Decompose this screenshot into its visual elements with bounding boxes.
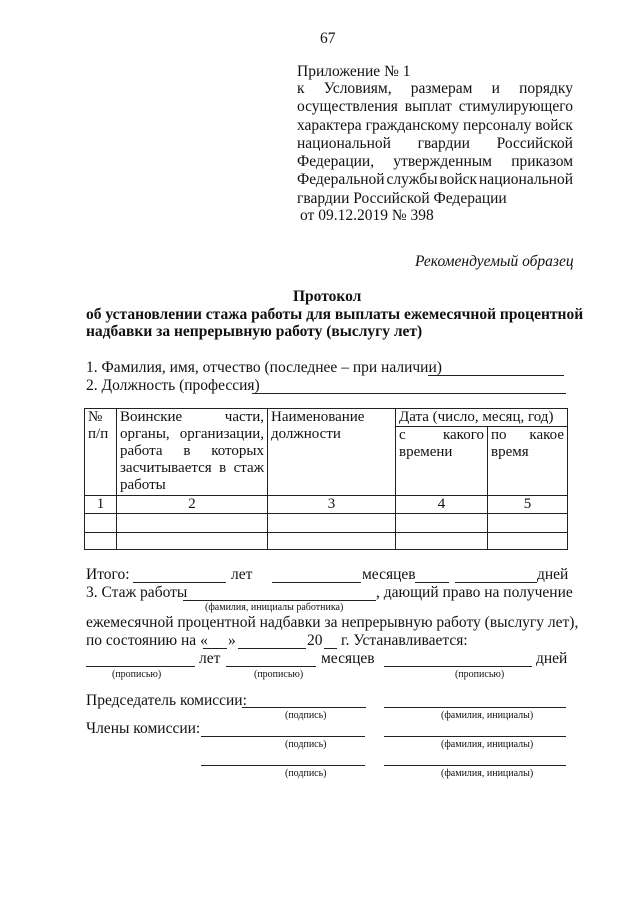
name-caption: (фамилия, инициалы) bbox=[441, 710, 534, 721]
total-gap-line bbox=[415, 582, 449, 583]
sign-caption: (подпись) bbox=[285, 739, 327, 750]
chair-label: Председатель комиссии: bbox=[86, 692, 247, 709]
appendix-line: Федерации, утвержденным приказом bbox=[297, 153, 573, 171]
stazh-month-line[interactable] bbox=[238, 648, 306, 649]
sign-caption: (подпись) bbox=[285, 768, 327, 779]
col-number: 1 bbox=[85, 496, 117, 514]
protocol-title: Протокол bbox=[293, 288, 362, 305]
col-number: 3 bbox=[268, 496, 396, 514]
total-days-line[interactable] bbox=[455, 582, 537, 583]
total-days-label: дней bbox=[537, 566, 569, 583]
stazh-months-label: месяцев bbox=[321, 650, 375, 667]
propis-caption: (прописью) bbox=[112, 669, 162, 680]
stazh-rest: , дающий право на получение bbox=[376, 584, 573, 601]
appendix-title: Приложение № 1 bbox=[297, 63, 411, 80]
stazh-year-line[interactable] bbox=[324, 648, 337, 649]
stazh-name-caption: (фамилия, инициалы работника) bbox=[205, 602, 344, 613]
col-number: 4 bbox=[396, 496, 488, 514]
protocol-subtitle-1: об установлении стажа работы для выплаты ежемесячной процентной bbox=[86, 306, 584, 323]
appendix-line: национальной гвардии Российской bbox=[297, 134, 573, 152]
total-months-line[interactable] bbox=[272, 582, 361, 583]
appendix-line: гвардии Российской Федерации bbox=[297, 189, 507, 207]
stazh-day-line[interactable] bbox=[203, 648, 227, 649]
stazh-date-quote: » bbox=[228, 632, 236, 649]
name-caption: (фамилия, инициалы) bbox=[441, 739, 534, 750]
appendix-line: к Условиям, размерам и порядку bbox=[297, 80, 573, 97]
member-2-name-line[interactable] bbox=[384, 765, 566, 766]
field-fio-line[interactable] bbox=[428, 375, 564, 376]
member-1-sign-line[interactable] bbox=[201, 736, 365, 737]
header-position: Наименование должности bbox=[268, 409, 396, 496]
stazh-line-2: ежемесячной процентной надбавки за непрерывную работу (выслугу лет), bbox=[86, 614, 579, 631]
chair-sign-line[interactable] bbox=[242, 707, 366, 708]
appendix-line: осуществления выплат стимулирующего bbox=[297, 98, 573, 116]
stazh-days-line[interactable] bbox=[384, 666, 532, 667]
member-2-sign-line[interactable] bbox=[201, 765, 365, 766]
sign-caption: (подпись) bbox=[285, 710, 327, 721]
header-date: Дата (число, месяц, год) bbox=[396, 409, 568, 427]
stazh-name-line[interactable] bbox=[183, 600, 376, 601]
protocol-subtitle-2: надбавки за непрерывную работу (выслугу лет) bbox=[86, 323, 423, 340]
header-date-from: с какого времени bbox=[396, 427, 488, 496]
field-position-label: 2. Должность (профессия) bbox=[86, 377, 260, 394]
propis-caption: (прописью) bbox=[455, 669, 505, 680]
table-header-row bbox=[85, 409, 568, 427]
stazh-label: 3. Стаж работы bbox=[86, 584, 188, 601]
field-position-line[interactable] bbox=[252, 393, 566, 394]
header-units: Воинские части, органы, организации, работа в которых засчитывается в стаж работы bbox=[117, 409, 268, 496]
stazh-months-line[interactable] bbox=[226, 666, 316, 667]
member-1-name-line[interactable] bbox=[384, 736, 566, 737]
table-row[interactable] bbox=[85, 514, 568, 533]
chair-name-line[interactable] bbox=[384, 707, 566, 708]
appendix-text bbox=[297, 80, 573, 208]
header-date-to: по какое время bbox=[488, 427, 568, 496]
work-history-table bbox=[84, 408, 568, 550]
appendix-date: от 09.12.2019 № 398 bbox=[300, 207, 434, 224]
stazh-years-line[interactable] bbox=[86, 666, 195, 667]
members-label: Члены комиссии: bbox=[86, 720, 201, 737]
appendix-line: характера гражданскому персоналу войск bbox=[297, 116, 573, 134]
propis-caption: (прописью) bbox=[254, 669, 304, 680]
page-number: 67 bbox=[320, 30, 336, 47]
total-years-label: лет bbox=[231, 566, 253, 583]
table-row[interactable] bbox=[85, 533, 568, 550]
total-label: Итого: bbox=[86, 566, 130, 583]
stazh-date-prefix: по состоянию на « bbox=[86, 632, 208, 649]
total-months-label: месяцев bbox=[362, 566, 416, 583]
total-years-line[interactable] bbox=[133, 582, 226, 583]
table-numbers-row bbox=[85, 496, 568, 514]
col-number: 5 bbox=[488, 496, 568, 514]
field-fio-label: 1. Фамилия, имя, отчество (последнее – при наличии) bbox=[86, 359, 442, 376]
stazh-year-prefix: 20 bbox=[307, 632, 323, 649]
stazh-years-label: лет bbox=[199, 650, 221, 667]
header-number: № п/п bbox=[85, 409, 117, 496]
recommended-sample: Рекомендуемый образец bbox=[415, 253, 574, 270]
name-caption: (фамилия, инициалы) bbox=[441, 768, 534, 779]
stazh-days-label: дней bbox=[536, 650, 568, 667]
stazh-date-suffix: г. Устанавливается: bbox=[341, 632, 468, 649]
appendix-line: Федеральной службы войск национальной bbox=[297, 171, 573, 189]
col-number: 2 bbox=[117, 496, 268, 514]
